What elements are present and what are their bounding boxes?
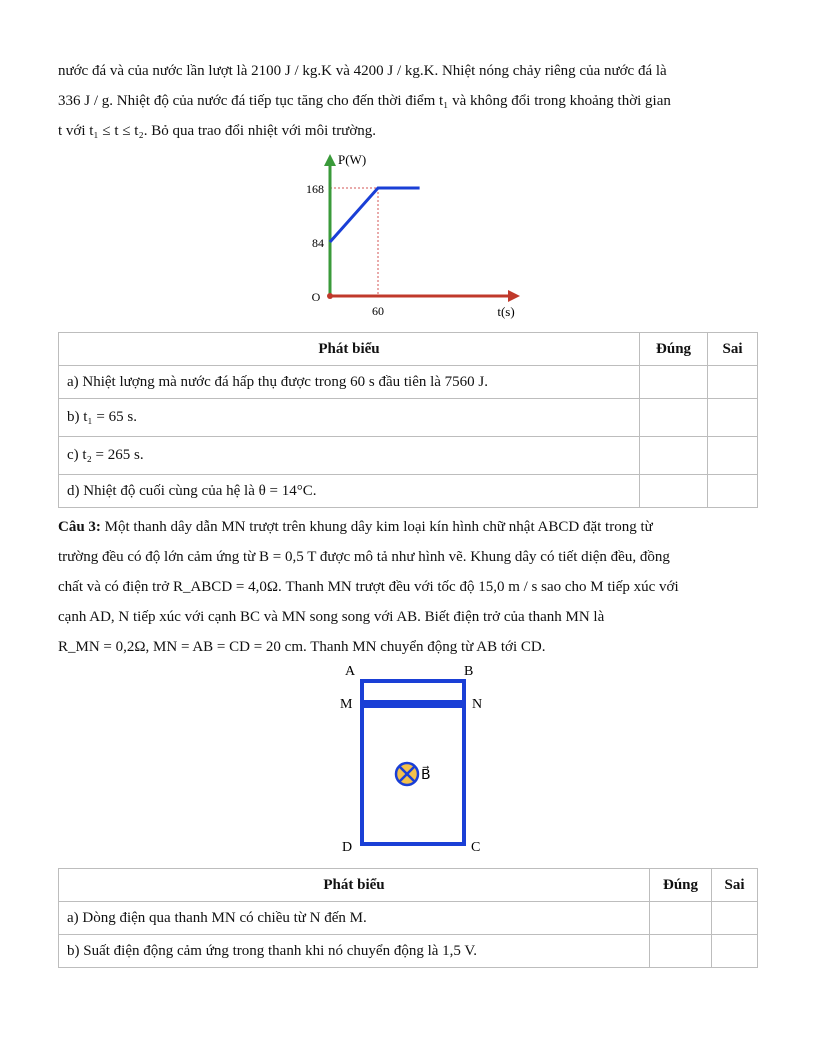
x-axis-arrow xyxy=(508,290,520,302)
header-false: Sai xyxy=(712,869,758,902)
origin-label: O xyxy=(311,290,321,304)
label-b: B xyxy=(464,664,474,679)
table-header-row xyxy=(59,333,758,366)
table-row xyxy=(59,475,758,508)
q3-line-3: chất và có điện trở R_ABCD = 4,0Ω. Thanh MN trượt đều với tốc độ 15,0 m / s sao cho M tiếp xúc với xyxy=(58,579,679,595)
x-tick-label: 60 xyxy=(372,304,384,318)
statement-b: b) Suất điện động cảm ứng trong thanh khi nó chuyển động là 1,5 V. xyxy=(59,935,650,968)
magnetic-field-into-page-icon xyxy=(396,763,418,785)
q3-line-1: Một thanh dây dẫn MN trượt trên khung dây kim loại kín hình chữ nhật ABCD đặt trong từ xyxy=(100,519,653,535)
header-statement: Phát biểu xyxy=(59,869,650,902)
question-3-paragraph xyxy=(58,512,758,662)
y-axis-label: P(W) xyxy=(338,152,367,167)
y-axis-arrow xyxy=(324,154,336,166)
table-row xyxy=(59,437,758,475)
false-cell[interactable] xyxy=(708,399,758,437)
power-time-chart xyxy=(290,150,530,325)
statement-d: d) Nhiệt độ cuối cùng của hệ là θ = 14°C. xyxy=(59,475,640,508)
false-cell[interactable] xyxy=(708,475,758,508)
statement-table-2 xyxy=(58,868,758,968)
q3-line-2: trường đều có độ lớn cảm ứng từ B = 0,5 T được mô tả như hình vẽ. Khung dây có tiết diện đều, đồng xyxy=(58,549,670,565)
label-n: N xyxy=(472,697,483,712)
table-row xyxy=(59,902,758,935)
true-cell[interactable] xyxy=(650,902,712,935)
intro-line-1: nước đá và của nước lần lượt là 2100 J / kg.K và 4200 J / kg.K. Nhiệt nóng chảy riêng của nước đá là xyxy=(58,63,667,79)
header-statement: Phát biểu xyxy=(59,333,640,366)
label-a: A xyxy=(345,664,356,679)
q3-line-5: R_MN = 0,2Ω, MN = AB = CD = 20 cm. Thanh MN chuyển động từ AB tới CD. xyxy=(58,639,546,655)
header-false: Sai xyxy=(708,333,758,366)
frame-diagram xyxy=(325,660,505,860)
field-label: B⃗ xyxy=(421,768,431,783)
table-header-row xyxy=(59,869,758,902)
statement-c: c) t₂ = 265 s. xyxy=(59,437,640,475)
label-c: C xyxy=(471,840,481,855)
label-d: D xyxy=(342,840,353,855)
true-cell[interactable] xyxy=(640,399,708,437)
true-cell[interactable] xyxy=(640,366,708,399)
label-m: M xyxy=(340,697,353,712)
statement-table-1 xyxy=(58,332,758,508)
intro-line-3: t với t₁ ≤ t ≤ t₂. Bỏ qua trao đổi nhiệt với môi trường. xyxy=(58,123,376,139)
header-true: Đúng xyxy=(650,869,712,902)
header-true: Đúng xyxy=(640,333,708,366)
series-line xyxy=(330,188,420,242)
false-cell[interactable] xyxy=(708,366,758,399)
table-row xyxy=(59,935,758,968)
intro-paragraph xyxy=(58,56,758,146)
table-row xyxy=(59,399,758,437)
q3-line-4: cạnh AD, N tiếp xúc với cạnh BC và MN song song với AB. Biết điện trở của thanh MN là xyxy=(58,609,605,625)
true-cell[interactable] xyxy=(650,935,712,968)
y-tick-label: 84 xyxy=(312,236,324,250)
true-cell[interactable] xyxy=(640,437,708,475)
question-3-label: Câu 3: xyxy=(58,519,101,535)
intro-line-2: 336 J / g. Nhiệt độ của nước đá tiếp tục tăng cho đến thời điểm t₁ và không đổi trong khoảng thời gian xyxy=(58,93,671,109)
true-cell[interactable] xyxy=(640,475,708,508)
table-row xyxy=(59,366,758,399)
false-cell[interactable] xyxy=(712,935,758,968)
statement-a: a) Dòng điện qua thanh MN có chiều từ N đến M. xyxy=(59,902,650,935)
false-cell[interactable] xyxy=(708,437,758,475)
statement-a: a) Nhiệt lượng mà nước đá hấp thụ được trong 60 s đầu tiên là 7560 J. xyxy=(59,366,640,399)
false-cell[interactable] xyxy=(712,902,758,935)
x-axis-label: t(s) xyxy=(497,304,515,319)
statement-b: b) t₁ = 65 s. xyxy=(59,399,640,437)
y-tick-label: 168 xyxy=(306,182,324,196)
origin-point xyxy=(327,293,333,299)
